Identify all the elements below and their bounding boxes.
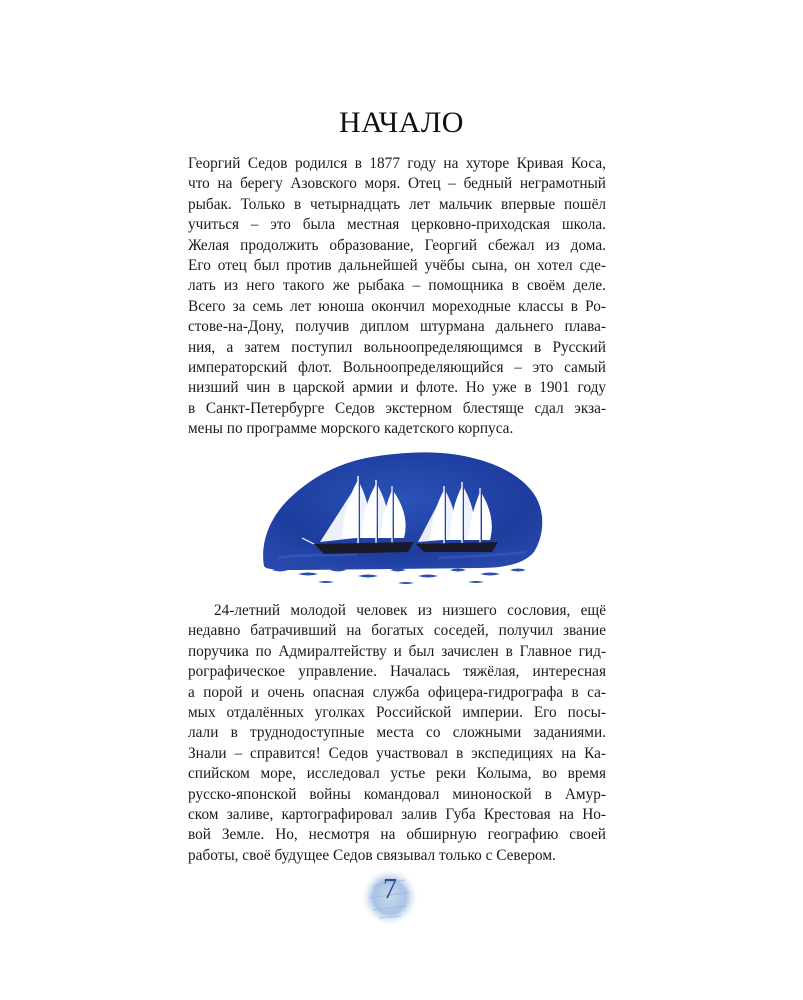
text-line: работы, своё будущее Седов связывал только с Севером. — [188, 846, 556, 864]
text-line: ском заливе, картографировал залив Губа Крестовая на Но- — [188, 806, 606, 824]
page-number: 7 — [383, 874, 397, 905]
text-line: Его отец был против дальнейшей учёбы сына, он хотел сде- — [188, 257, 606, 275]
text-line: Георгий Седов родился в 1877 году на хуторе Кривая Коса, — [188, 155, 606, 172]
text-line: в Санкт-Петербурге Седов экстерном блестяще сдал экза- — [188, 399, 606, 417]
paragraph-1 — [188, 154, 606, 440]
text-line: рографическое управление. Началась тяжёлая, интересная — [188, 663, 606, 681]
text-line: рыбак. Только в четырнадцать лет мальчик впервые пошёл — [188, 195, 606, 213]
text-line: а порой и очень опасная служба офицера-гидрографа в са- — [188, 683, 606, 701]
text-line: Всего за семь лет юноша окончил мореходные классы в Ро- — [188, 297, 606, 315]
text-line: мены по программе морского кадетского корпуса. — [188, 420, 514, 438]
text-line: ния, а затем поступил вольноопределяющимся в Русский — [188, 338, 606, 356]
page-title: НАЧАЛО — [339, 106, 464, 139]
text-line: что на берегу Азовского моря. Отец – бедный неграмотный — [188, 175, 606, 193]
text-line: недавно батрачивший на богатых соседей, получил звание — [188, 622, 606, 640]
page-number-badge — [359, 866, 421, 928]
text-line: учиться – это была местная церковно-приходская школа. — [188, 216, 606, 234]
paragraph-2 — [188, 601, 606, 866]
sailing-ships-illustration — [258, 446, 550, 588]
text-line: императорский флот. Вольноопределяющийся – это самый — [188, 359, 606, 377]
text-line: лать из него такого же рыбака – помощника в своём деле. — [188, 277, 606, 295]
text-line: русско-японской войны командовал миноноской в Амур- — [188, 785, 606, 803]
text-line: 24-летний молодой человек из низшего сословия, ещё — [214, 602, 606, 619]
text-line: спийском море, исследовал устье реки Колыма, во время — [188, 765, 606, 783]
text-line: Желая продолжить образование, Георгий сбежал из дома. — [188, 236, 606, 254]
text-line: поручика по Адмиралтейству и был зачислен в Главное гид- — [188, 642, 606, 660]
text-line: мых отдалённых уголках Российской империи. Его посы- — [188, 704, 606, 722]
water-strokes — [272, 569, 526, 585]
text-line: лали в труднодоступные места со сложными заданиями. — [188, 724, 606, 742]
text-line: низший чин в царской армии и флоте. Но уже в 1901 году — [188, 379, 606, 397]
text-line: стове-на-Дону, получив диплом штурмана дальнего плава- — [188, 318, 606, 336]
text-line: Знали – справится! Седов участвовал в экспедициях на Ка- — [188, 744, 606, 762]
text-line: вой Земле. Но, несмотря на обширную географию своей — [188, 826, 606, 844]
